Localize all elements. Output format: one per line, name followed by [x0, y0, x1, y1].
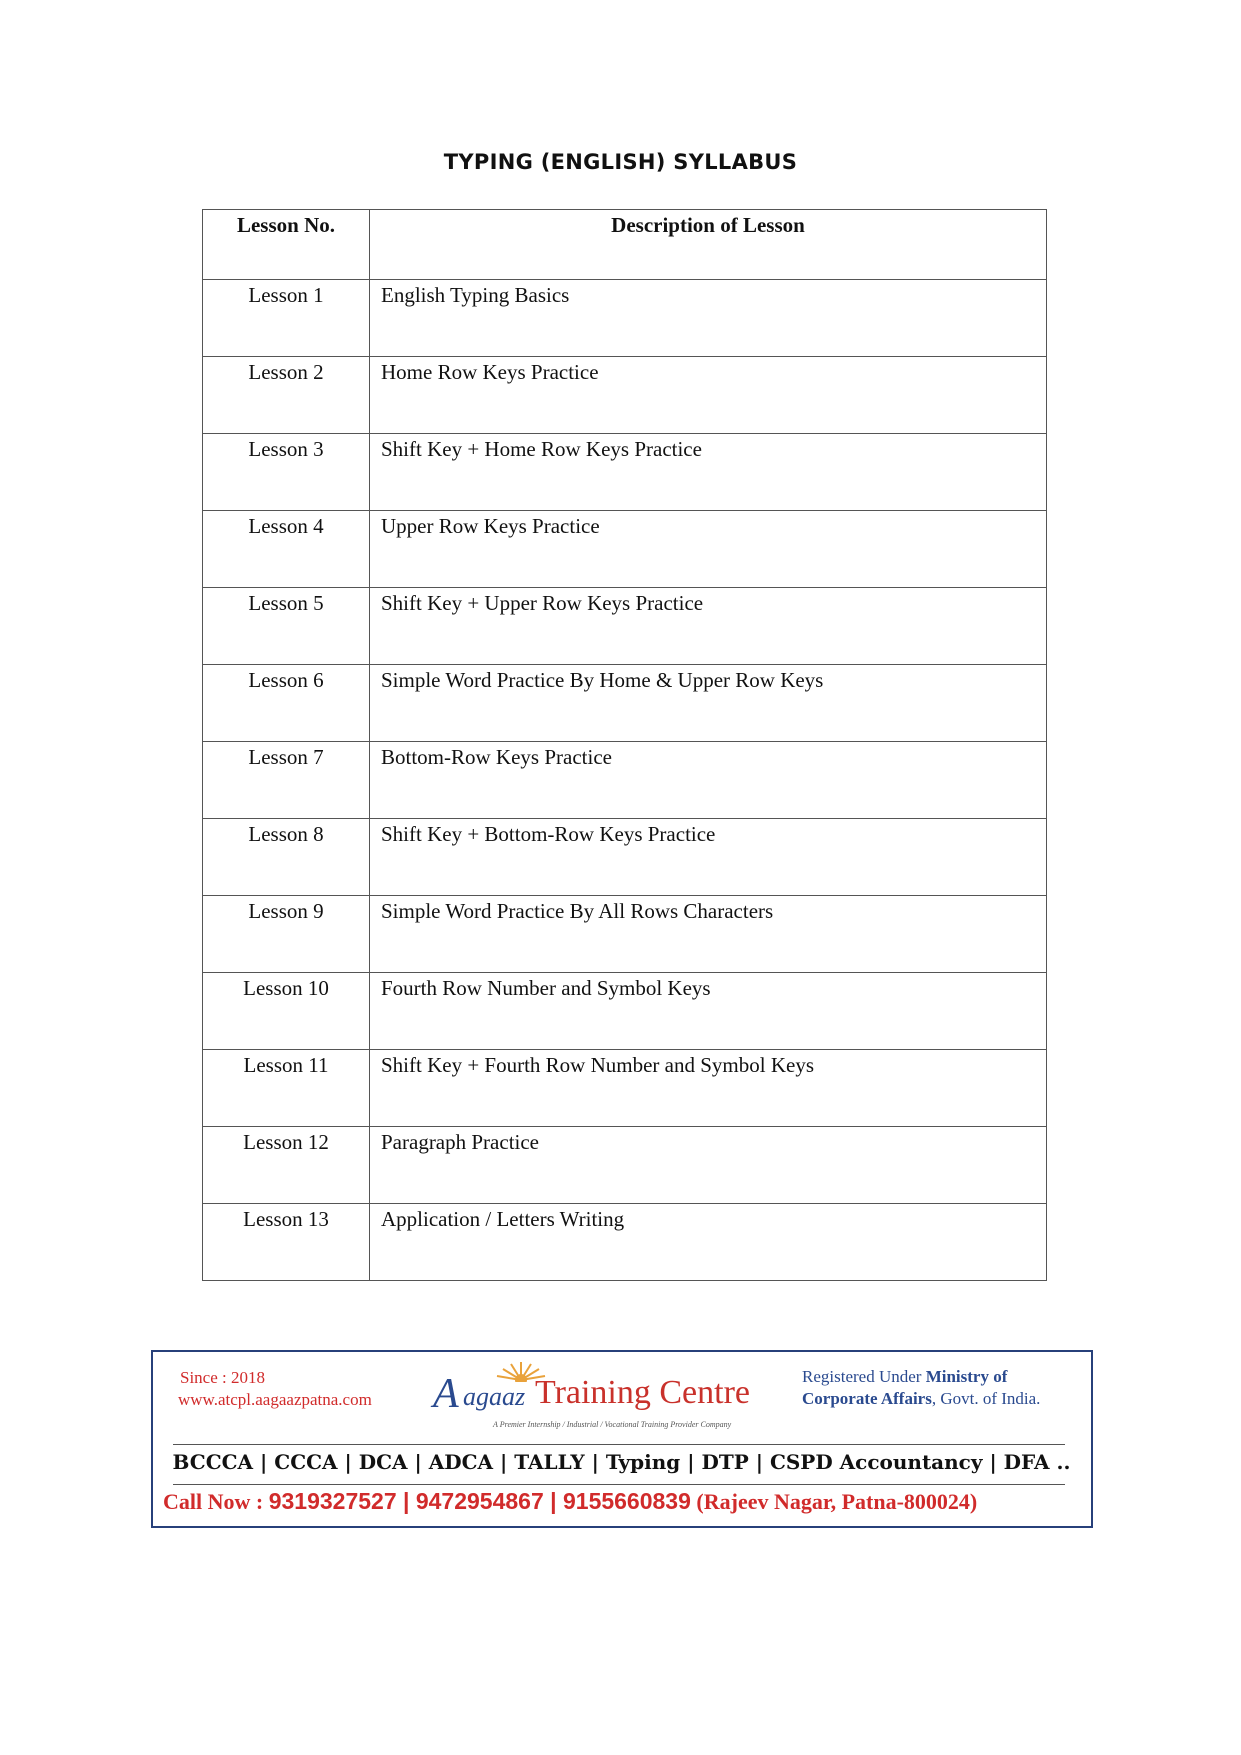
since-text: Since : 2018 — [180, 1368, 265, 1387]
table-row — [203, 819, 1047, 896]
lesson-description: Shift Key + Upper Row Keys Practice — [370, 588, 1047, 665]
table-row — [203, 742, 1047, 819]
brand-suffix: Training Centre — [535, 1374, 751, 1411]
call-label: Call Now : — [163, 1489, 269, 1514]
lesson-description: Shift Key + Bottom-Row Keys Practice — [370, 819, 1047, 896]
syllabus-table — [202, 209, 1047, 1281]
table-row — [203, 973, 1047, 1050]
table-row — [203, 896, 1047, 973]
lesson-number: Lesson 2 — [203, 357, 370, 434]
address-text: (Rajeev Nagar, Patna-800024) — [690, 1489, 978, 1514]
brand-logo — [433, 1360, 763, 1435]
lesson-number: Lesson 1 — [203, 280, 370, 357]
website-link[interactable]: www.atcpl.aagaazpatna.com — [178, 1390, 372, 1409]
lesson-description: Application / Letters Writing — [370, 1204, 1047, 1281]
lesson-number: Lesson 7 — [203, 742, 370, 819]
lesson-description: Fourth Row Number and Symbol Keys — [370, 973, 1047, 1050]
table-row — [203, 1127, 1047, 1204]
table-row — [203, 1050, 1047, 1127]
phone-numbers[interactable]: 9319327527 | 9472954867 | 9155660839 — [268, 1488, 691, 1514]
brand-name: agaaz — [463, 1382, 526, 1411]
registered-suffix: , Govt. of India. — [931, 1389, 1041, 1408]
table-row — [203, 357, 1047, 434]
lesson-number: Lesson 11 — [203, 1050, 370, 1127]
call-now-line — [163, 1488, 977, 1515]
footer-banner — [151, 1350, 1093, 1528]
table-row — [203, 588, 1047, 665]
lesson-number: Lesson 9 — [203, 896, 370, 973]
lesson-number: Lesson 8 — [203, 819, 370, 896]
registration-text — [802, 1366, 1040, 1410]
table-header-row — [203, 210, 1047, 280]
header-description: Description of Lesson — [370, 210, 1047, 280]
table-row — [203, 1204, 1047, 1281]
registered-ministry: Ministry of — [925, 1367, 1008, 1386]
lesson-number: Lesson 12 — [203, 1127, 370, 1204]
table-row — [203, 511, 1047, 588]
lesson-description: Bottom-Row Keys Practice — [370, 742, 1047, 819]
lesson-description: Simple Word Practice By Home & Upper Row Keys — [370, 665, 1047, 742]
banner-divider-top — [173, 1444, 1065, 1445]
brand-tagline: A Premier Internship / Industrial / Vocational Training Provider Company — [493, 1420, 732, 1429]
table-body — [203, 280, 1047, 1281]
lesson-number: Lesson 10 — [203, 973, 370, 1050]
table-row — [203, 280, 1047, 357]
lesson-description: Paragraph Practice — [370, 1127, 1047, 1204]
lesson-number: Lesson 13 — [203, 1204, 370, 1281]
lesson-description: Shift Key + Fourth Row Number and Symbol Keys — [370, 1050, 1047, 1127]
lesson-description: English Typing Basics — [370, 280, 1047, 357]
table-row — [203, 434, 1047, 511]
registered-prefix: Registered Under — [802, 1367, 926, 1386]
banner-divider-bottom — [173, 1484, 1065, 1485]
lesson-number: Lesson 6 — [203, 665, 370, 742]
brand-initial: A — [433, 1371, 459, 1417]
table-row — [203, 665, 1047, 742]
lesson-number: Lesson 3 — [203, 434, 370, 511]
registered-corporate: Corporate Affairs — [802, 1389, 932, 1408]
courses-list: BCCCA | CCCA | DCA | ADCA | TALLY | Typing | DTP | CSPD Accountancy | DFA .. — [172, 1450, 1071, 1474]
lesson-number: Lesson 5 — [203, 588, 370, 665]
lesson-description: Shift Key + Home Row Keys Practice — [370, 434, 1047, 511]
header-lesson-no: Lesson No. — [203, 210, 370, 280]
lesson-description: Home Row Keys Practice — [370, 357, 1047, 434]
lesson-description: Simple Word Practice By All Rows Characters — [370, 896, 1047, 973]
lesson-description: Upper Row Keys Practice — [370, 511, 1047, 588]
lesson-number: Lesson 4 — [203, 511, 370, 588]
page-title: TYPING (ENGLISH) SYLLABUS — [443, 150, 798, 174]
